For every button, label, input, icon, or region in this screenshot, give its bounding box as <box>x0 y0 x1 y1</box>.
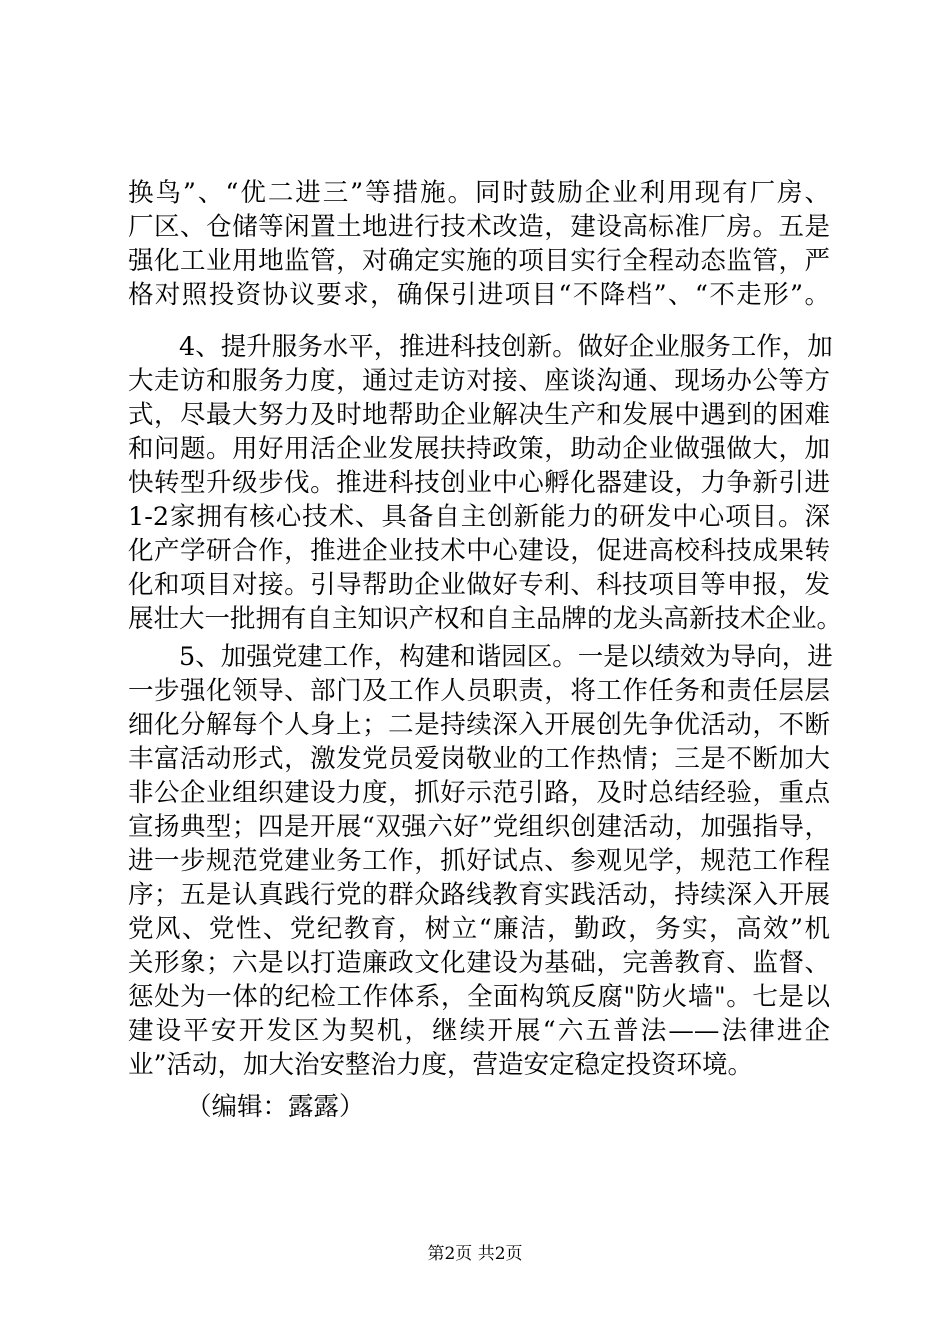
paragraph-line: 格对照投资协议要求，确保引进项目“不降档”、“不走形”。 <box>128 280 830 310</box>
paragraph-line: 厂区、仓储等闲置土地进行技术改造，建设高标准厂房。五是 <box>128 212 830 242</box>
paragraph-line: 宣扬典型；四是开展“双强六好”党组织创建活动，加强指导， <box>128 812 830 842</box>
paragraph-line: 一步强化领导、部门及工作人员职责，将工作任务和责任层层 <box>128 676 830 706</box>
paragraph-line: 和问题。用好用活企业发展扶持政策，助动企业做强做大，加 <box>128 434 830 464</box>
paragraph-line: 快转型升级步伐。推进科技创业中心孵化器建设，力争新引进 <box>128 468 830 498</box>
paragraph-line: 展壮大一批拥有自主知识产权和自主品牌的龙头高新技术企业。 <box>128 604 843 634</box>
page-footer: 第2页 共2页 <box>427 1244 523 1264</box>
paragraph-line: 式，尽最大努力及时地帮助企业解决生产和发展中遇到的困难 <box>128 400 830 430</box>
paragraph-line: 4、提升服务水平，推进科技创新。做好企业服务工作，加 <box>128 332 833 362</box>
paragraph-line: 非公企业组织建设力度，抓好示范引路，及时总结经验，重点 <box>128 778 830 808</box>
paragraph-line: 换鸟”、“优二进三”等措施。同时鼓励企业利用现有厂房、 <box>128 178 830 208</box>
editor-credit: （编辑：露露） <box>186 1092 365 1122</box>
paragraph-line: 化产学研合作，推进企业技术中心建设，促进高校科技成果转 <box>128 536 830 566</box>
paragraph-line: 化和项目对接。引导帮助企业做好专利、科技项目等申报，发 <box>128 570 830 600</box>
paragraph-line: 丰富活动形式，激发党员爱岗敬业的工作热情；三是不断加大 <box>128 744 830 774</box>
paragraph-line: 惩处为一体的纪检工作体系，全面构筑反腐"防火墙"。七是以 <box>128 982 830 1012</box>
paragraph-line: 大走访和服务力度，通过走访对接、座谈沟通、现场办公等方 <box>128 366 830 396</box>
paragraph-line: 5、加强党建工作，构建和谐园区。一是以绩效为导向，进 <box>128 642 833 672</box>
paragraph-line: 建设平安开发区为契机，继续开展“六五普法——法律进企 <box>128 1016 830 1046</box>
paragraph-line: 序；五是认真践行党的群众路线教育实践活动，持续深入开展 <box>128 880 830 910</box>
paragraph-line: 关形象；六是以打造廉政文化建设为基础，完善教育、监督、 <box>128 948 830 978</box>
paragraph-line: 党风、党性、党纪教育，树立“廉洁，勤政，务实，高效”机 <box>128 914 830 944</box>
paragraph-line: 细化分解每个人身上；二是持续深入开展创先争优活动，不断 <box>128 710 830 740</box>
paragraph-line: 业”活动，加大治安整治力度，营造安定稳定投资环境。 <box>128 1050 754 1080</box>
paragraph-line: 强化工业用地监管，对确定实施的项目实行全程动态监管，严 <box>128 246 830 276</box>
paragraph-line: 进一步规范党建业务工作，抓好试点、参观见学，规范工作程 <box>128 846 830 876</box>
paragraph-line: 1-2家拥有核心技术、具备自主创新能力的研发中心项目。深 <box>128 502 830 532</box>
